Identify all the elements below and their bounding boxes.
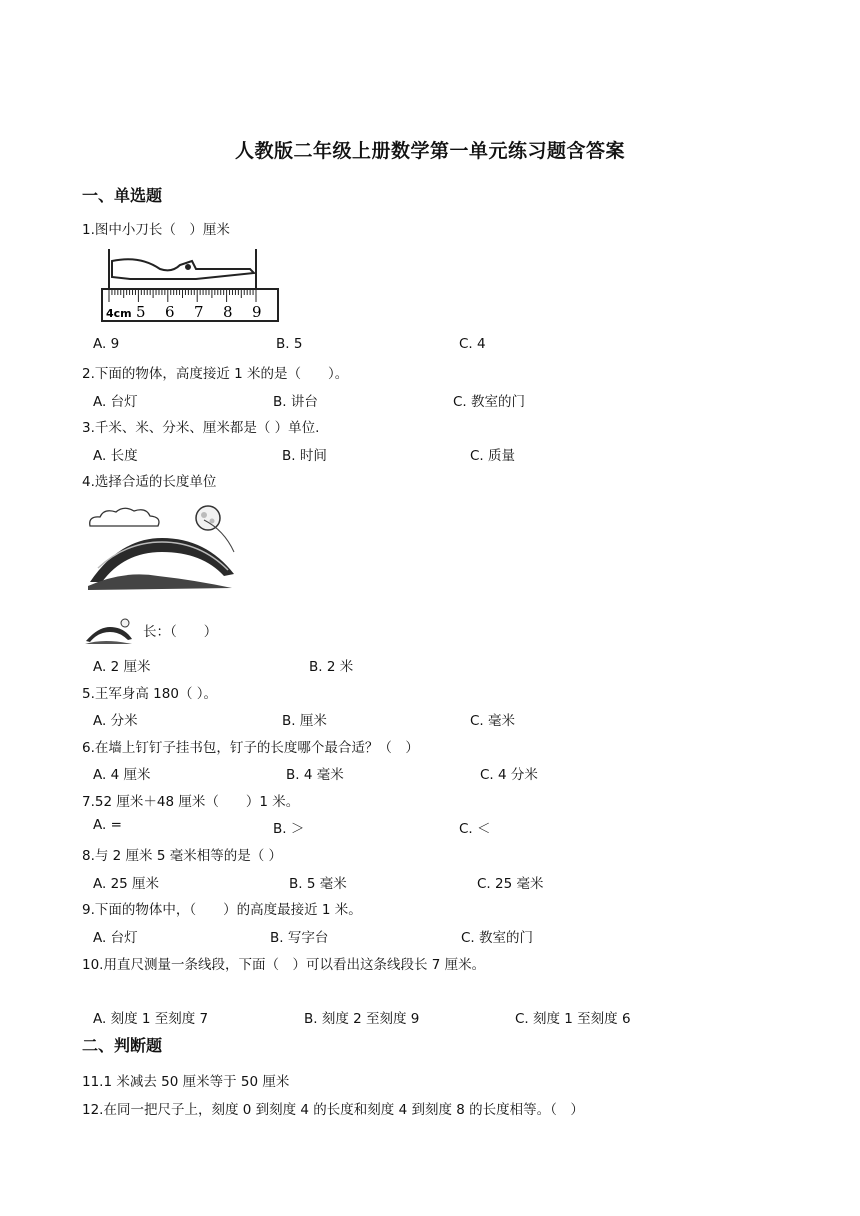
option-6a[interactable]: A. 4 厘米 — [93, 767, 151, 783]
option-8c[interactable]: C. 25 毫米 — [477, 876, 544, 892]
question-1: 1.图中小刀长（ ）厘米 — [82, 222, 230, 238]
question-3: 3.千米、米、分米、厘米都是（ ）单位. — [82, 420, 320, 436]
option-2b[interactable]: B. 讲台 — [273, 394, 318, 410]
question-9: 9.下面的物体中，（ ）的高度最接近 1 米。 — [82, 902, 362, 918]
bridge-icon — [90, 538, 234, 582]
sun-icon — [196, 506, 220, 530]
option-3a[interactable]: A. 长度 — [93, 448, 138, 464]
option-8a[interactable]: A. 25 厘米 — [93, 876, 160, 892]
option-5a[interactable]: A. 分米 — [93, 713, 138, 729]
ruler-icon — [102, 289, 278, 321]
ruler-label-6: 6 — [165, 303, 175, 321]
option-7b[interactable]: B. ＞ — [273, 821, 305, 837]
option-10c[interactable]: C. 刻度 1 至刻度 6 — [515, 1011, 631, 1027]
option-9c[interactable]: C. 教室的门 — [461, 930, 534, 946]
option-5c[interactable]: C. 毫米 — [470, 713, 516, 729]
question-10: 10.用直尺测量一条线段，下面（ ）可以看出这条线段长 7 厘米。 — [82, 957, 486, 973]
option-2a[interactable]: A. 台灯 — [93, 394, 138, 410]
section-heading-single-choice: 一、单选题 — [82, 186, 163, 205]
page-title: 人教版二年级上册数学第一单元练习题含答案 — [234, 140, 625, 162]
option-2c[interactable]: C. 教室的门 — [453, 394, 526, 410]
option-1c[interactable]: C. 4 — [459, 336, 486, 352]
option-10a[interactable]: A. 刻度 1 至刻度 7 — [93, 1011, 209, 1027]
knife-icon — [109, 249, 256, 293]
ruler-label-9: 9 — [252, 303, 262, 321]
option-6b[interactable]: B. 4 毫米 — [286, 767, 344, 783]
option-10b[interactable]: B. 刻度 2 至刻度 9 — [304, 1011, 420, 1027]
section-heading-true-false: 二、判断题 — [82, 1036, 163, 1055]
ruler-label-8: 8 — [223, 303, 233, 321]
option-5b[interactable]: B. 厘米 — [282, 713, 327, 729]
question-2: 2.下面的物体，高度接近 1 米的是（ ）。 — [82, 366, 349, 382]
bridge-scene-image — [84, 500, 239, 592]
question-6: 6.在墙上钉钉子挂书包，钉子的长度哪个最合适？（ ） — [82, 740, 419, 756]
question-4-sub: 长：（ ） — [143, 624, 218, 640]
option-1a[interactable]: A. 9 — [93, 336, 120, 352]
bridge-small-image — [84, 617, 134, 645]
question-7: 7.52 厘米＋48 厘米（ ）1 米。 — [82, 794, 300, 810]
option-7c[interactable]: C. ＜ — [459, 821, 491, 837]
option-6c[interactable]: C. 4 分米 — [480, 767, 538, 783]
ruler-label-5: 5 — [136, 303, 146, 321]
question-11: 11.1 米减去 50 厘米等于 50 厘米 — [82, 1074, 290, 1090]
option-4b[interactable]: B. 2 米 — [309, 659, 354, 675]
option-1b[interactable]: B. 5 — [276, 336, 303, 352]
cloud-icon — [90, 508, 159, 526]
option-8b[interactable]: B. 5 毫米 — [289, 876, 347, 892]
option-3b[interactable]: B. 时间 — [282, 448, 327, 464]
option-7a[interactable]: A. = — [93, 817, 122, 833]
ruler-label-4cm: 4cm — [106, 307, 132, 320]
ruler-label-7: 7 — [194, 303, 204, 321]
question-5: 5.王军身高 180（ ）。 — [82, 686, 217, 702]
question-12: 12.在同一把尺子上，刻度 0 到刻度 4 的长度和刻度 4 到刻度 8 的长度相等。（ ） — [82, 1102, 584, 1118]
question-4: 4.选择合适的长度单位 — [82, 474, 217, 490]
option-9b[interactable]: B. 写字台 — [270, 930, 329, 946]
ruler-knife-figure — [100, 247, 282, 325]
option-4a[interactable]: A. 2 厘米 — [93, 659, 151, 675]
question-8: 8.与 2 厘米 5 毫米相等的是（ ） — [82, 848, 283, 864]
option-3c[interactable]: C. 质量 — [470, 448, 516, 464]
option-9a[interactable]: A. 台灯 — [93, 930, 138, 946]
